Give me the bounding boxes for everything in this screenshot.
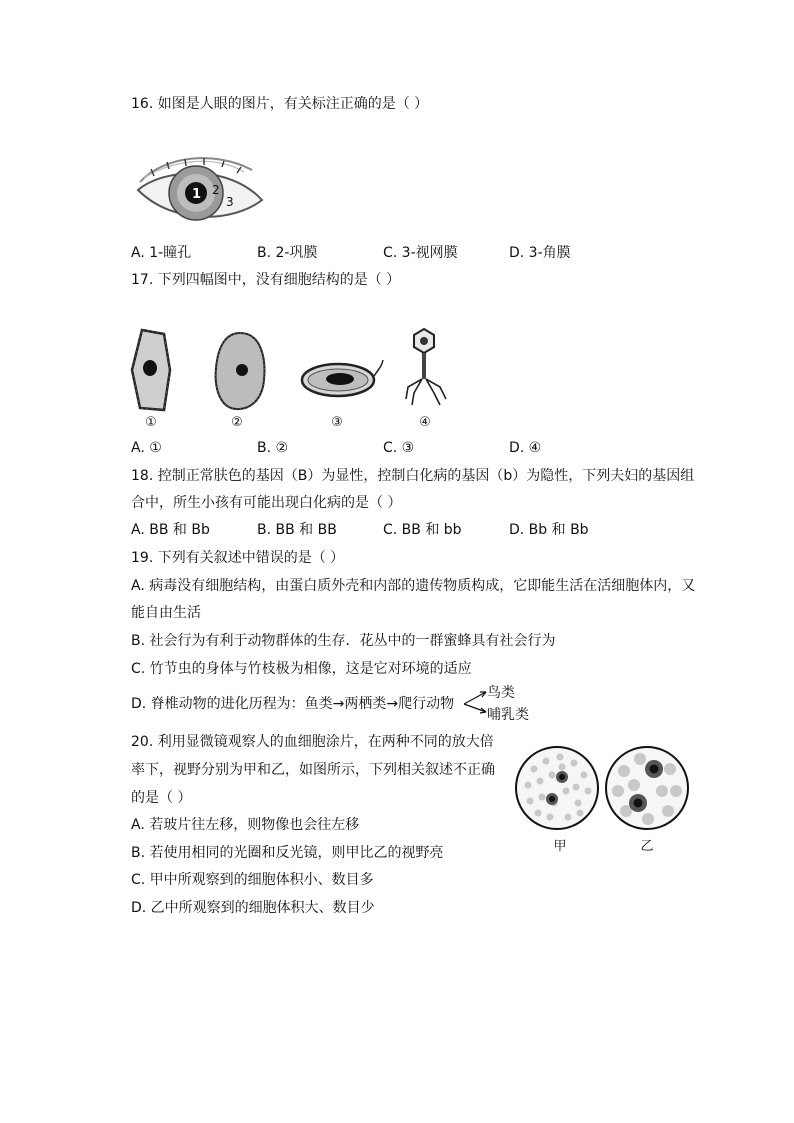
microscope-label-yi: 乙 <box>640 839 654 854</box>
branch-mammals: 哺乳类 <box>487 707 529 723</box>
q19-option-d[interactable]: D. 脊椎动物的进化历程为：鱼类→两栖类→爬行动物 <box>131 696 455 712</box>
q20-option-a[interactable]: A. 若玻片往左移，则物像也会往左移 <box>131 817 360 833</box>
cell-figure-2 <box>212 330 268 412</box>
q17-fig-label-4: ④ <box>419 415 431 430</box>
q18-option-d[interactable]: D. Bb 和 Bb <box>509 522 589 538</box>
q16-stem: 16. 如图是人眼的图片，有关标注正确的是（ ） <box>131 96 429 112</box>
q16-option-b[interactable]: B. 2-巩膜 <box>257 245 318 261</box>
q16-option-d[interactable]: D. 3-角膜 <box>509 245 571 261</box>
q20-stem-line3: 的是（ ） <box>131 790 192 806</box>
q20-option-b[interactable]: B. 若使用相同的光圈和反光镜，则甲比乙的视野亮 <box>131 845 444 861</box>
q18-option-b[interactable]: B. BB 和 BB <box>257 522 337 538</box>
q17-fig-label-2: ② <box>231 415 243 430</box>
q20-option-d[interactable]: D. 乙中所观察到的细胞体积大、数目少 <box>131 900 375 916</box>
microscope-label-jia: 甲 <box>553 839 567 854</box>
cell-figure-1 <box>130 326 172 414</box>
q17-option-c[interactable]: C. ③ <box>383 440 415 456</box>
branch-arrows <box>462 688 490 716</box>
eye-label-2: 2 <box>212 183 220 197</box>
virus-figure <box>402 327 450 407</box>
eye-figure <box>134 148 269 230</box>
q18-option-a[interactable]: A. BB 和 Bb <box>131 522 210 538</box>
q20-option-c[interactable]: C. 甲中所观察到的细胞体积小、数目多 <box>131 872 374 888</box>
q17-fig-label-3: ③ <box>331 415 343 430</box>
eye-label-3: 3 <box>226 195 234 209</box>
q16-option-a[interactable]: A. 1-瞳孔 <box>131 245 192 261</box>
q17-option-a[interactable]: A. ① <box>131 440 162 456</box>
microscope-view-jia <box>514 745 600 831</box>
q17-stem: 17. 下列四幅图中，没有细胞结构的是（ ） <box>131 272 401 288</box>
q19-option-a-line2: 能自由生活 <box>131 605 201 621</box>
eye-label-1: 1 <box>192 187 202 202</box>
q19-option-c[interactable]: C. 竹节虫的身体与竹枝极为相像，这是它对环境的适应 <box>131 661 472 677</box>
q17-option-d[interactable]: D. ④ <box>509 440 542 456</box>
microscope-view-yi <box>604 745 690 831</box>
q18-stem-line2: 合中，所生小孩有可能出现白化病的是（ ） <box>131 495 402 511</box>
q16-option-c[interactable]: C. 3-视网膜 <box>383 245 458 261</box>
q18-stem-line1: 18. 控制正常肤色的基因（B）为显性，控制白化病的基因（b）为隐性，下列夫妇的基因组 <box>131 468 695 484</box>
cell-figure-3 <box>298 356 384 402</box>
branch-birds: 鸟类 <box>487 685 515 701</box>
q20-stem-line2: 率下，视野分别为甲和乙，如图所示，下列相关叙述不正确 <box>131 762 495 778</box>
q18-option-c[interactable]: C. BB 和 bb <box>383 522 462 538</box>
q19-option-b[interactable]: B. 社会行为有利于动物群体的生存．花丛中的一群蜜蜂具有社会行为 <box>131 633 556 649</box>
q19-option-a-line1[interactable]: A. 病毒没有细胞结构，由蛋白质外壳和内部的遗传物质构成，它即能生活在活细胞体内，又 <box>131 578 696 594</box>
q19-stem: 19. 下列有关叙述中错误的是（ ） <box>131 550 345 566</box>
q17-option-b[interactable]: B. ② <box>257 440 289 456</box>
q20-stem-line1: 20. 利用显微镜观察人的血细胞涂片，在两种不同的放大倍 <box>131 734 494 750</box>
q17-fig-label-1: ① <box>145 415 157 430</box>
